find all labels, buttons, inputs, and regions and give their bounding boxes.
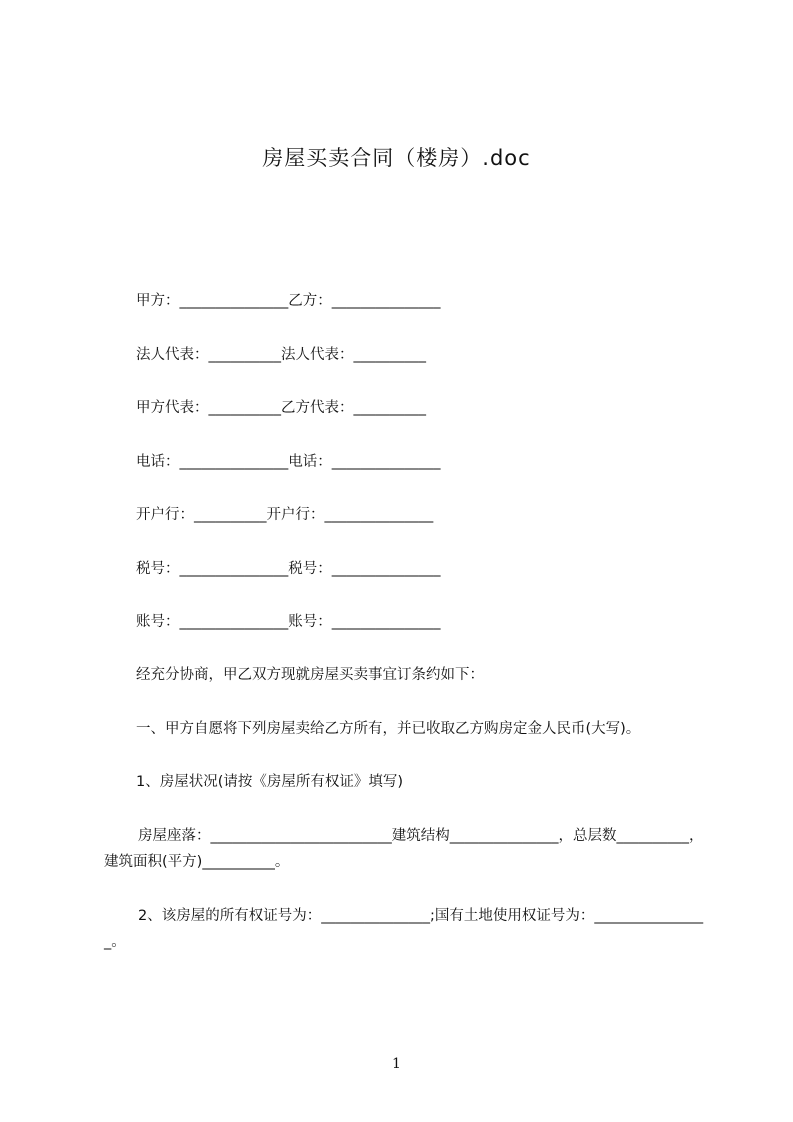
party-row-3 — [136, 399, 426, 417]
item-2-paragraph: 2、该房屋的所有权证号为：_______________;国有土地使用权证号为：________________。 — [104, 908, 704, 950]
phone-a-blank: _______________ — [179, 454, 289, 470]
intro-paragraph: 经充分协商，甲乙双方现就房屋买卖事宜订条约如下： — [136, 667, 484, 683]
rep-b-blank: __________ — [353, 400, 426, 416]
legal-rep-b-blank: __________ — [353, 347, 426, 363]
rep-b-label: 乙方代表： — [281, 400, 354, 416]
account-b-blank: _______________ — [331, 614, 441, 630]
phone-b-blank: _______________ — [331, 454, 441, 470]
clause-1: 一、甲方自愿将下列房屋卖给乙方所有，并已收取乙方购房定金人民币(大写)。 — [136, 721, 641, 737]
party-a-blank: _______________ — [179, 293, 289, 309]
party-a-label: 甲方： — [136, 293, 180, 309]
party-row-4 — [136, 453, 441, 471]
account-a-label: 账号： — [136, 614, 180, 630]
phone-b-label: 电话： — [288, 454, 332, 470]
document-title: 房屋买卖合同（楼房）.doc — [262, 146, 531, 170]
rep-a-label: 甲方代表： — [136, 400, 209, 416]
bank-a-label: 开户行： — [136, 507, 194, 523]
tax-b-label: 税号： — [288, 561, 332, 577]
bank-b-blank: _______________ — [324, 507, 434, 523]
party-b-blank: _______________ — [331, 293, 441, 309]
party-row-6 — [136, 560, 441, 578]
phone-a-label: 电话： — [136, 454, 180, 470]
legal-rep-b-label: 法人代表： — [281, 347, 354, 363]
item-1-paragraph: 房屋座落：_________________________建筑结构_______________，总层数__________，建筑面积(平方)__________。 — [104, 828, 704, 870]
page-number: 1 — [392, 1056, 401, 1072]
item-1-heading: 1、房屋状况(请按《房屋所有权证》填写) — [136, 774, 404, 790]
bank-a-blank: __________ — [194, 507, 267, 523]
legal-rep-a-blank: __________ — [208, 347, 281, 363]
bank-b-label: 开户行： — [266, 507, 325, 523]
rep-a-blank: __________ — [208, 400, 281, 416]
tax-a-label: 税号： — [136, 561, 180, 577]
account-b-label: 账号： — [288, 614, 332, 630]
legal-rep-a-label: 法人代表： — [136, 347, 209, 363]
tax-b-blank: _______________ — [331, 561, 441, 577]
party-row-1 — [136, 292, 441, 310]
party-row-5 — [136, 506, 433, 524]
account-a-blank: _______________ — [179, 614, 289, 630]
party-row-2 — [136, 346, 426, 364]
party-b-label: 乙方： — [288, 293, 332, 309]
tax-a-blank: _______________ — [179, 561, 289, 577]
party-row-7 — [136, 613, 441, 631]
